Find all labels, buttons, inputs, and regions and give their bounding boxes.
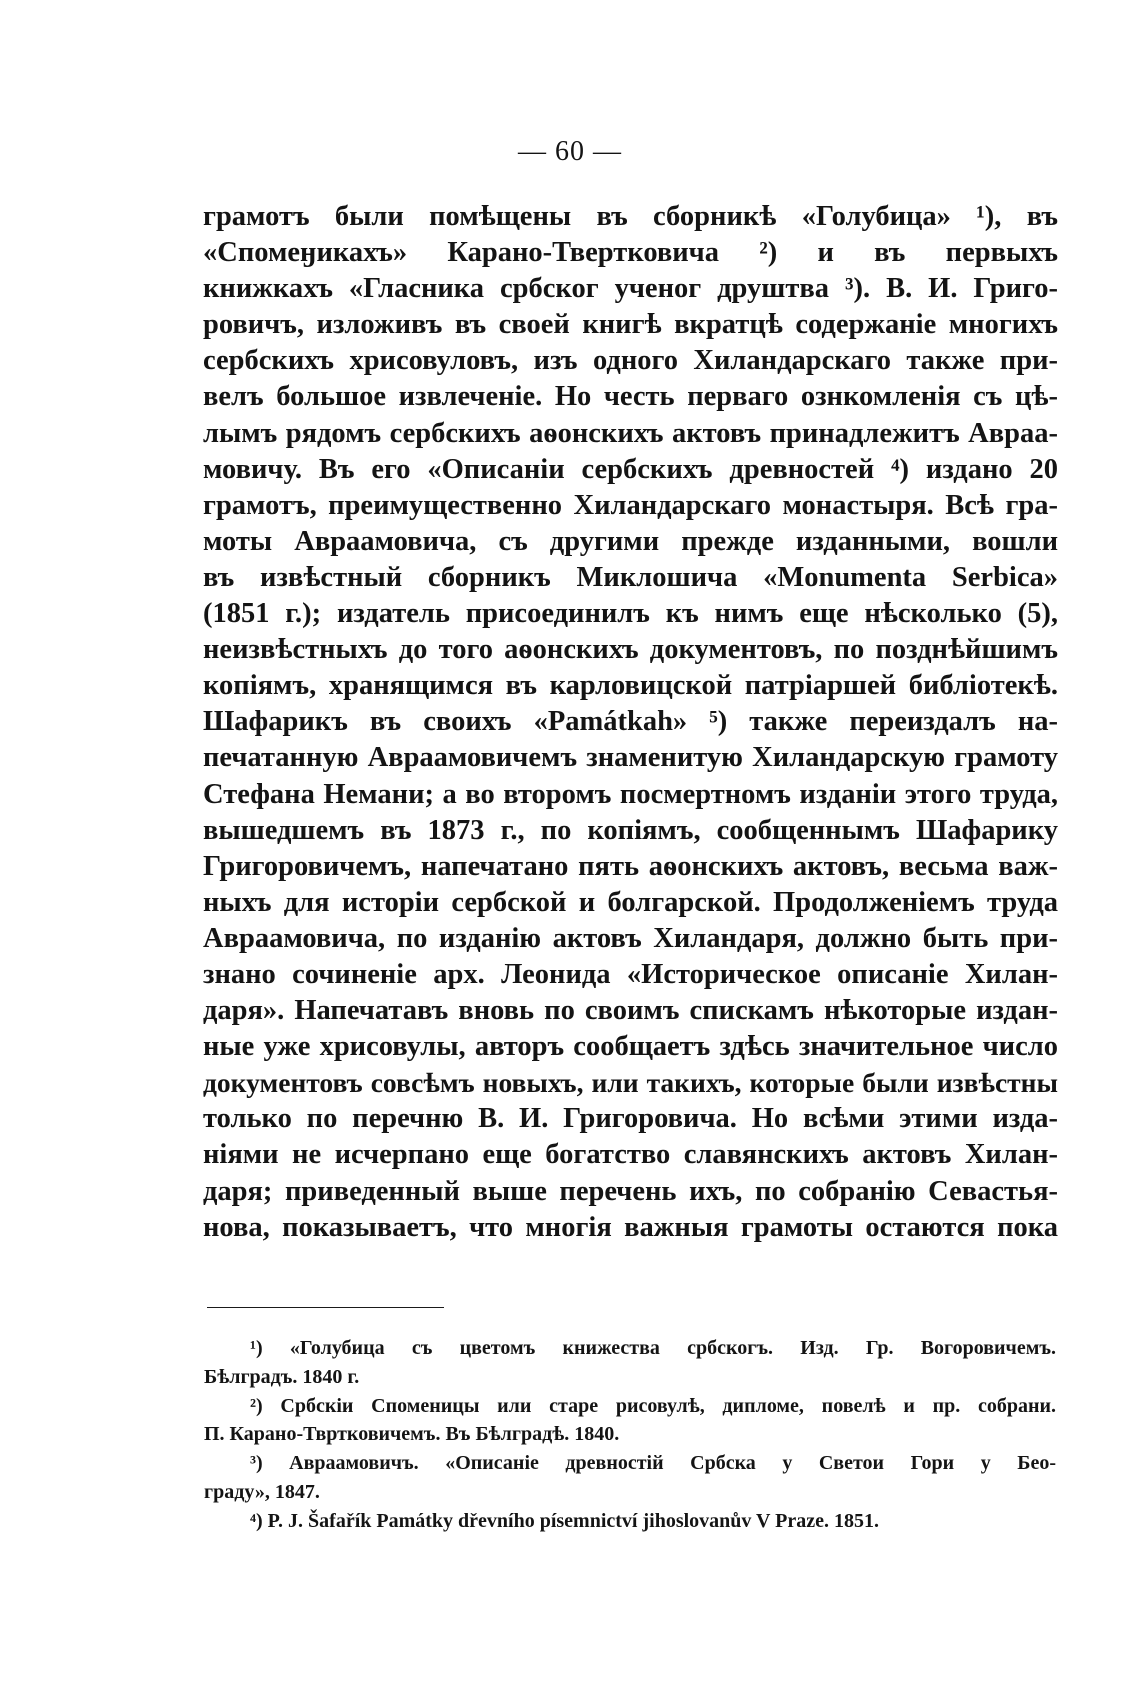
body-text: [203, 199, 1058, 1246]
text-line: грамотъ, преимущественно Хиландарскаго монастыря. Всѣ гра-: [203, 489, 1058, 521]
text-line: ніями не исчерпано еще богатство славянскихъ актовъ Хилан-: [203, 1139, 1058, 1171]
text-line: сербскихъ хрисовуловъ, изъ одного Хиландарскаго также при-: [203, 345, 1058, 377]
footnote-divider: [207, 1307, 444, 1308]
footnote-line: ¹) «Голубица съ цветомъ книжества србскогъ. Изд. Гр. Вогоровичемъ.: [250, 1337, 1056, 1359]
text-line: копіямъ, хранящимся въ карловицской патріаршей библіотекѣ.: [203, 670, 1058, 702]
text-line: въ извѣстный сборникъ Миклошича «Monumenta Serbica»: [203, 561, 1058, 593]
text-line: моты Авраамовича, съ другими прежде изданными, вошли: [203, 525, 1058, 557]
footnote-line: граду», 1847.: [204, 1480, 320, 1503]
footnote-line: ³) Авраамовичъ. «Описаніе древностій Србска у Светои Гори у Бео-: [250, 1452, 1056, 1475]
footnote-line: Бѣлградъ. 1840 г.: [204, 1365, 360, 1388]
text-line: Стефана Немани; а во второмъ посмертномъ изданіи этого труда,: [203, 778, 1058, 810]
text-line: вышедшемъ въ 1873 г., по копіямъ, сообщеннымъ Шафарику: [203, 814, 1058, 846]
footnote-line: ⁴) P. J. Šafařík Památky dřevního písemnictví jihoslovanův V Praze. 1851.: [250, 1509, 879, 1532]
text-line: ные уже хрисовулы, авторъ сообщаетъ здѣсь значительное число: [203, 1031, 1058, 1063]
text-line: велъ большое извлеченіе. Но честь перваго ознкомленія съ цѣ-: [203, 381, 1058, 413]
footnotes: [204, 1334, 1056, 1536]
footnote-line: П. Карано-Твртковичемъ. Въ Бѣлградѣ. 1840.: [204, 1423, 620, 1446]
text-line: лымъ рядомъ сербскихъ аѳонскихъ актовъ принадлежитъ Авраа-: [203, 417, 1058, 449]
footnote-line: ²) Србскіи Споменицы или старе рисовулѣ, дипломе, повелѣ и пр. собрани.: [250, 1394, 1056, 1417]
text-line: даря; приведенный выше перечень ихъ, по собранію Севастья-: [203, 1175, 1058, 1207]
text-line: нова, показываетъ, что многія важныя грамоты остаются пока: [203, 1211, 1058, 1243]
text-line: (1851 г.); издатель присоединилъ къ нимъ еще нѣсколько (5),: [203, 598, 1058, 630]
text-line: «Спомеӈикахъ» Карано-Твертковича ²) и въ первыхъ: [203, 237, 1058, 269]
text-line: неизвѣстныхъ до того аѳонскихъ документовъ, по позднѣйшимъ: [203, 634, 1058, 666]
text-line: грамотъ были помѣщены въ сборникѣ «Голубица» ¹), въ: [203, 201, 1058, 232]
text-line: документовъ совсѣмъ новыхъ, или такихъ, которые были извѣстны: [203, 1067, 1058, 1099]
text-line: печатанную Авраамовичемъ знаменитую Хиландарскую грамоту: [203, 742, 1058, 774]
text-line: ныхъ для исторіи сербской и болгарской. Продолженіемъ труда: [203, 886, 1058, 918]
text-line: Григоровичемъ, напечатано пять аѳонскихъ актовъ, весьма важ-: [203, 850, 1058, 882]
text-line: Шафарикъ въ своихъ «Památkah» ⁵) также переиздалъ на-: [203, 706, 1058, 738]
text-line: мовичу. Въ его «Описаніи сербскихъ древностей ⁴) издано 20: [203, 453, 1058, 485]
page-number: — 60 —: [518, 136, 622, 167]
text-line: даря». Напечатавъ вновь по своимъ спискамъ нѣкоторые издан-: [203, 995, 1058, 1027]
text-line: ровичъ, изложивъ въ своей книгѣ вкратцѣ содержаніе многихъ: [203, 309, 1058, 341]
text-line: книжкахъ «Гласника србског ученог друштва ³). В. И. Григо-: [203, 273, 1058, 305]
text-line: только по перечню В. И. Григоровича. Но всѣми этими изда-: [203, 1103, 1058, 1135]
text-line: знано сочиненіе арх. Леонида «Историческое описаніе Хилан-: [203, 958, 1058, 990]
text-line: Авраамовича, по изданію актовъ Хиландаря, должно быть при-: [203, 922, 1058, 954]
